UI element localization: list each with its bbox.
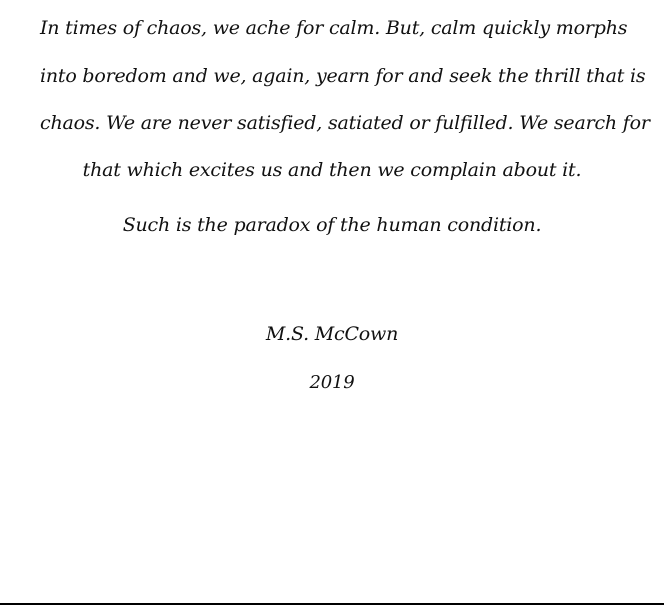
author-name: M.S. McCown (265, 323, 399, 345)
quote-line: In times of chaos, we ache for calm. But, calm quickly morphs (40, 17, 628, 39)
quote-line: into boredom and we, again, yearn for and seek the thrill that is (40, 65, 646, 87)
year-label: 2019 (309, 372, 355, 393)
quote-line: that which excites us and then we complain about it. (82, 159, 582, 181)
quote-closing-line: Such is the paradox of the human condition. (122, 214, 542, 236)
quote-line: chaos. We are never satisfied, satiated or fulfilled. We search for (40, 112, 650, 134)
